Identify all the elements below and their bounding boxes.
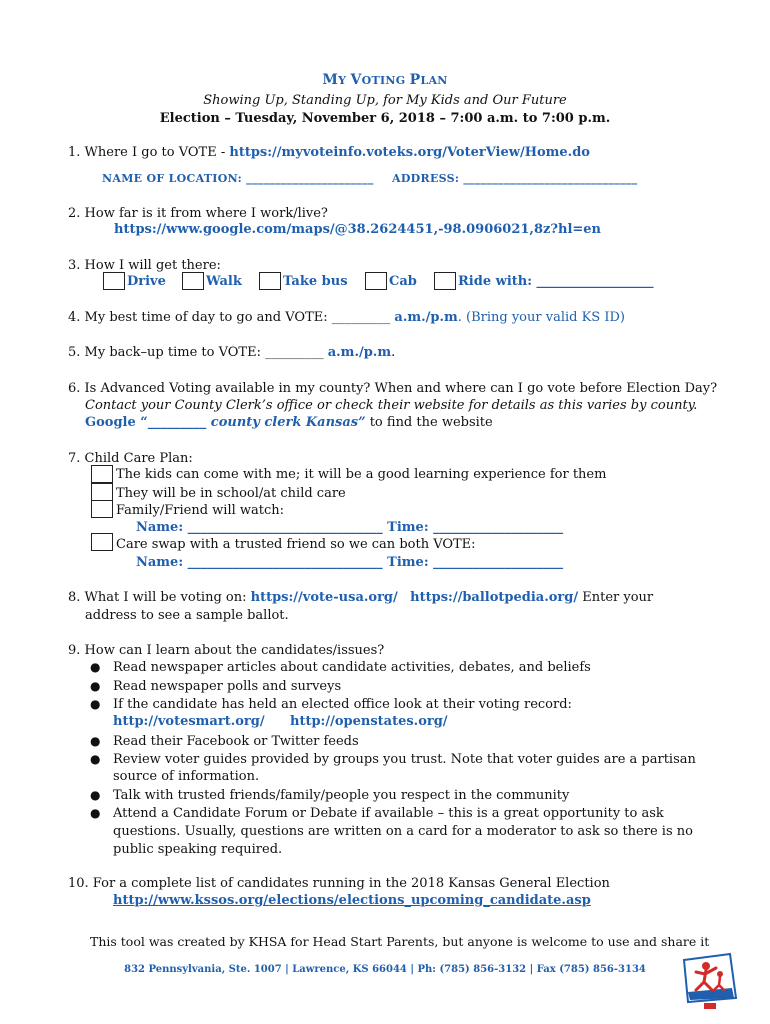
question-5: 5. My back–up time to VOTE: _________ a.m./p.m. (68, 345, 396, 360)
question-3: 3. How I will get there: (68, 258, 221, 273)
question-2: 2. How far is it from where I work/live? (68, 206, 328, 221)
location-name-field[interactable]: NAME OF LOCATION: ______________________ (102, 172, 374, 185)
bullet-icon: ● (90, 660, 101, 674)
drive-checkbox[interactable] (103, 272, 125, 290)
footer-address: 832 Pennsylvania, Ste. 1007 | Lawrence, KS 66044 | Ph: (785) 856-3132 | Fax (785) 856-3134 (124, 964, 646, 975)
childcare-kids-checkbox[interactable] (91, 465, 113, 483)
option-drive: Drive (127, 274, 166, 289)
address-field[interactable]: ADDRESS: ______________________________ (392, 172, 638, 185)
question-9: 9. How can I learn about the candidates/issues? (68, 643, 385, 658)
option-cab: Cab (389, 274, 417, 289)
bullet-icon: ● (90, 734, 101, 748)
option-take-bus: Take bus (283, 274, 348, 289)
bullet-icon: ● (90, 752, 101, 766)
childcare-option-swap: Care swap with a trusted friend so we can both VOTE: (116, 537, 476, 552)
bullet-icon: ● (90, 697, 101, 711)
list-item: If the candidate has held an elected office look at their voting record: (113, 697, 572, 712)
bullet-icon: ● (90, 679, 101, 693)
question-8: 8. What I will be voting on: https://vote-usa.org/ https://ballotpedia.org/ Enter your (68, 590, 654, 605)
childcare-option-kids: The kids can come with me; it will be a good learning experience for them (116, 467, 607, 482)
question-6-note: Contact your County Clerk’s office or check their website for details as this varies by county. (85, 398, 698, 413)
tool-note: This tool was created by KHSA for Head Start Parents, but anyone is welcome to use and share it (90, 934, 710, 949)
voteinfo-link[interactable]: https://myvoteinfo.voteks.org/VoterView/Home.do (229, 145, 590, 160)
question-8-line2: address to see a sample ballot. (85, 608, 289, 623)
question-1: 1. Where I go to VOTE - https://myvoteinfo.voteks.org/VoterView/Home.do (68, 145, 590, 160)
childcare-option-family: Family/Friend will watch: (116, 503, 285, 518)
khsa-logo-icon (682, 948, 738, 1010)
childcare-school-checkbox[interactable] (91, 483, 113, 501)
list-item: Attend a Candidate Forum or Debate if available – this is a great opportunity to ask (113, 806, 664, 821)
family-name-time-field[interactable]: Name: ______________________________ Time: ____________________ (136, 520, 564, 535)
votesmart-link[interactable]: http://votesmart.org/ (113, 714, 265, 729)
option-walk: Walk (206, 274, 242, 289)
swap-name-time-field[interactable]: Name: ______________________________ Time: ____________________ (136, 555, 564, 570)
vote-usa-link[interactable]: https://vote-usa.org/ (250, 590, 398, 605)
childcare-swap-checkbox[interactable] (91, 533, 113, 551)
childcare-family-checkbox[interactable] (91, 500, 113, 518)
openstates-link[interactable]: http://openstates.org/ (290, 714, 448, 729)
option-ride-with[interactable]: Ride with: __________________ (458, 274, 654, 289)
ballotpedia-link[interactable]: https://ballotpedia.org/ (410, 590, 579, 605)
question-6: 6. Is Advanced Voting available in my county? When and where can I go vote before Election Day? (68, 381, 718, 396)
list-item: Talk with trusted friends/family/people you respect in the community (113, 788, 570, 803)
list-item-cont: questions. Usually, questions are written on a card for a moderator to ask so there is no (113, 824, 693, 839)
bus-checkbox[interactable] (259, 272, 281, 290)
list-item-cont: source of information. (113, 769, 260, 784)
list-item-cont: public speaking required. (113, 842, 283, 857)
bullet-icon: ● (90, 788, 101, 802)
page-title: MY VOTING PLAN (322, 72, 448, 88)
kssos-link[interactable]: http://www.kssos.org/elections/elections_upcoming_candidate.asp (113, 893, 591, 908)
cab-checkbox[interactable] (365, 272, 387, 290)
list-item: Read their Facebook or Twitter feeds (113, 734, 359, 749)
list-item: Read newspaper polls and surveys (113, 679, 342, 694)
subtitle: Showing Up, Standing Up, for My Kids and Our Future (203, 93, 567, 108)
list-item: Review voter guides provided by groups you trust. Note that voter guides are a partisan (113, 752, 696, 767)
google-maps-link[interactable]: https://www.google.com/maps/@38.2624451,-98.0906021,8z?hl=en (114, 222, 602, 237)
bullet-icon: ● (90, 806, 101, 820)
question-4: 4. My best time of day to go and VOTE: _________ a.m./p.m. (Bring your valid KS ID) (68, 310, 625, 325)
walk-checkbox[interactable] (182, 272, 204, 290)
question-6-google: Google “_________ county clerk Kansas” to find the website (85, 415, 493, 430)
election-date: Election – Tuesday, November 6, 2018 – 7:00 a.m. to 7:00 p.m. (159, 111, 611, 126)
ride-checkbox[interactable] (434, 272, 456, 290)
childcare-option-school: They will be in school/at child care (116, 486, 346, 501)
question-7: 7. Child Care Plan: (68, 451, 193, 466)
question-10: 10. For a complete list of candidates running in the 2018 Kansas General Election (68, 876, 610, 891)
list-item: Read newspaper articles about candidate activities, debates, and beliefs (113, 660, 591, 675)
